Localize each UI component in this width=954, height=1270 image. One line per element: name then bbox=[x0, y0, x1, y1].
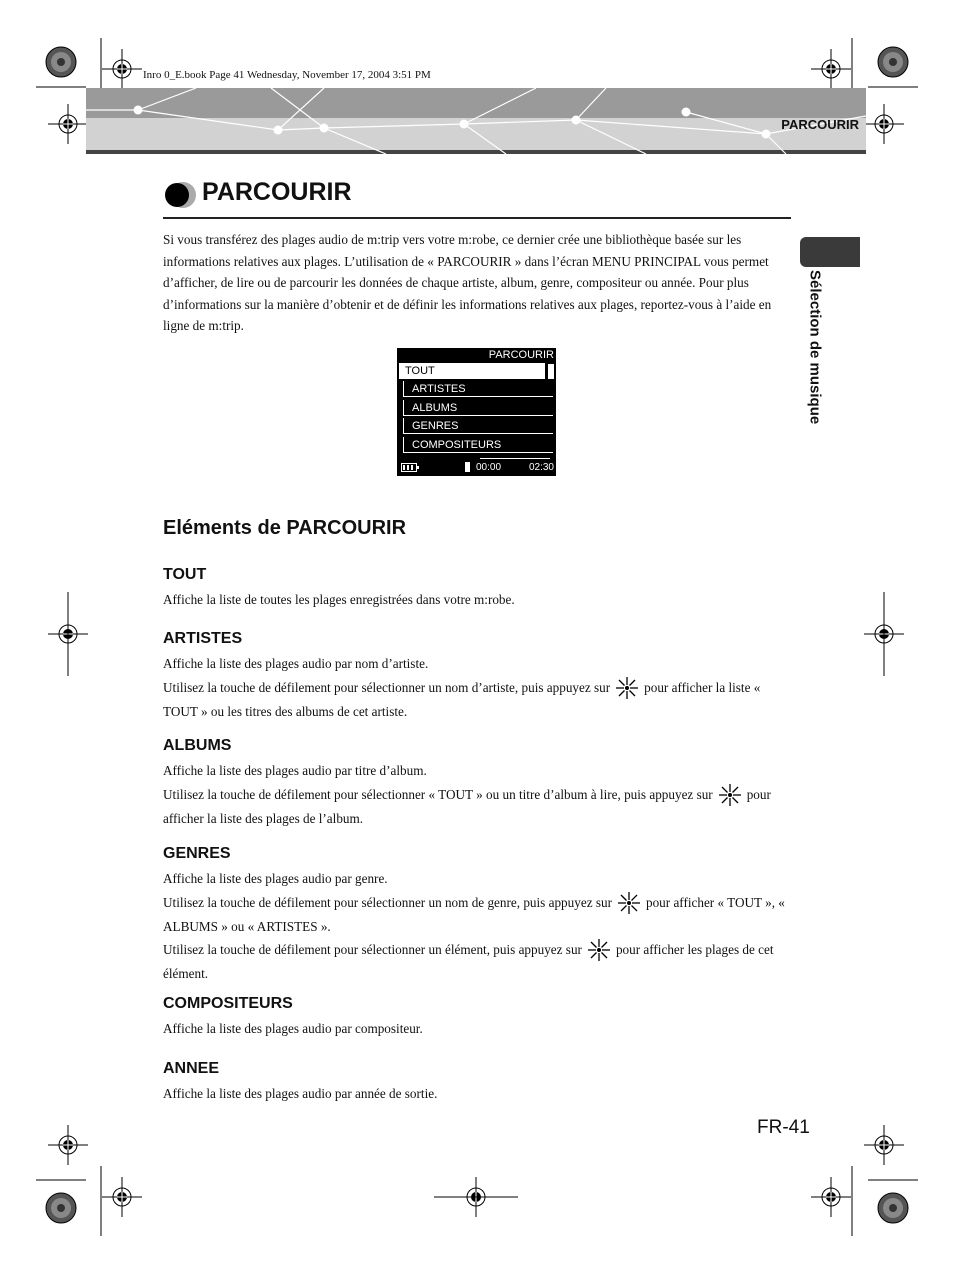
text-albums bbox=[163, 760, 793, 829]
joystick-press-icon bbox=[586, 937, 612, 963]
title-bullet-icon bbox=[164, 181, 198, 209]
time-elapsed: 00:00 bbox=[476, 462, 502, 473]
screen-title: PARCOURIR bbox=[488, 349, 554, 361]
text-annee: Affiche la liste des plages audio par année de sortie. bbox=[163, 1086, 438, 1101]
screen-item-albums: ALBUMS bbox=[403, 400, 553, 416]
joystick-press-icon bbox=[717, 782, 743, 808]
joystick-press-icon bbox=[614, 675, 640, 701]
text-albums-line2: Utilisez la touche de défilement pour sélectionner « TOUT » ou un titre d’album à lire, puis appuyez sur pour afficher la liste des plages de l’album. bbox=[163, 782, 793, 830]
text-artistes-line2: Utilisez la touche de défilement pour sélectionner un nom d’artiste, puis appuyez sur pour afficher la liste « TOUT » ou les titres des albums de cet artiste. bbox=[163, 675, 793, 723]
text-artistes-line1: Affiche la liste des plages audio par nom d’artiste. bbox=[163, 656, 429, 671]
scrollbar bbox=[548, 364, 554, 379]
screen-item-genres: GENRES bbox=[403, 418, 553, 434]
heading-annee: ANNEE bbox=[163, 1060, 220, 1077]
screen-status-bar bbox=[397, 460, 556, 476]
chapter-tab-label: Sélection de musique bbox=[806, 270, 824, 425]
section-title: Eléments de PARCOURIR bbox=[163, 517, 407, 539]
screen-item-artistes: ARTISTES bbox=[403, 381, 553, 397]
header-section-label: PARCOURIR bbox=[781, 117, 859, 132]
header-band bbox=[86, 88, 866, 154]
text-genres-line2: Utilisez la touche de défilement pour sélectionner un nom de genre, puis appuyez sur pour afficher « TOUT », « ALBUMS » ou « ARTISTES ». bbox=[163, 890, 793, 938]
progress-line bbox=[480, 458, 550, 459]
play-indicator-icon bbox=[465, 462, 470, 472]
screen-selected-item: TOUT bbox=[399, 363, 545, 379]
chapter-tab bbox=[800, 237, 860, 267]
text-compositeurs: Affiche la liste des plages audio par compositeur. bbox=[163, 1021, 423, 1036]
page-number: FR-41 bbox=[757, 1117, 810, 1138]
page-title: PARCOURIR bbox=[202, 178, 352, 206]
joystick-press-icon bbox=[616, 890, 642, 916]
intro-paragraph: Si vous transférez des plages audio de m:trip vers votre m:robe, ce dernier crée une bibliothèque basée sur les informations relatives aux plages. L’utilisation de « PARCOURIR » dans l’écran MENU PRINCIPAL vous permet d’afficher, de lire ou de parcourir les données de chaque artiste, album, genre, compositeur ou année. Pour plus d’informations sur la manière d’obtenir et de définir les informations relatives aux plages, reportez-vous à l’aide en ligne de m:trip. bbox=[163, 232, 772, 333]
text-genres-line1: Affiche la liste des plages audio par genre. bbox=[163, 871, 388, 886]
heading-compositeurs: COMPOSITEURS bbox=[163, 995, 293, 1012]
text-albums-line1: Affiche la liste des plages audio par titre d’album. bbox=[163, 763, 427, 778]
heading-genres: GENRES bbox=[163, 845, 231, 862]
heading-albums: ALBUMS bbox=[163, 737, 232, 754]
file-info: Inro 0_E.book Page 41 Wednesday, November 17, 2004 3:51 PM bbox=[143, 69, 431, 81]
screen-item-compositeurs: COMPOSITEURS bbox=[403, 437, 553, 453]
time-total: 02:30 bbox=[528, 462, 554, 473]
text-artistes bbox=[163, 653, 793, 722]
text-genres bbox=[163, 868, 793, 985]
heading-tout: TOUT bbox=[163, 566, 207, 583]
text-genres-line3: Utilisez la touche de défilement pour sélectionner un élément, puis appuyez sur pour afficher les plages de cet élément. bbox=[163, 937, 793, 985]
heading-artistes: ARTISTES bbox=[163, 630, 243, 647]
text-tout: Affiche la liste de toutes les plages enregistrées dans votre m:robe. bbox=[163, 592, 515, 607]
device-screen bbox=[397, 348, 556, 476]
battery-icon bbox=[401, 463, 417, 472]
